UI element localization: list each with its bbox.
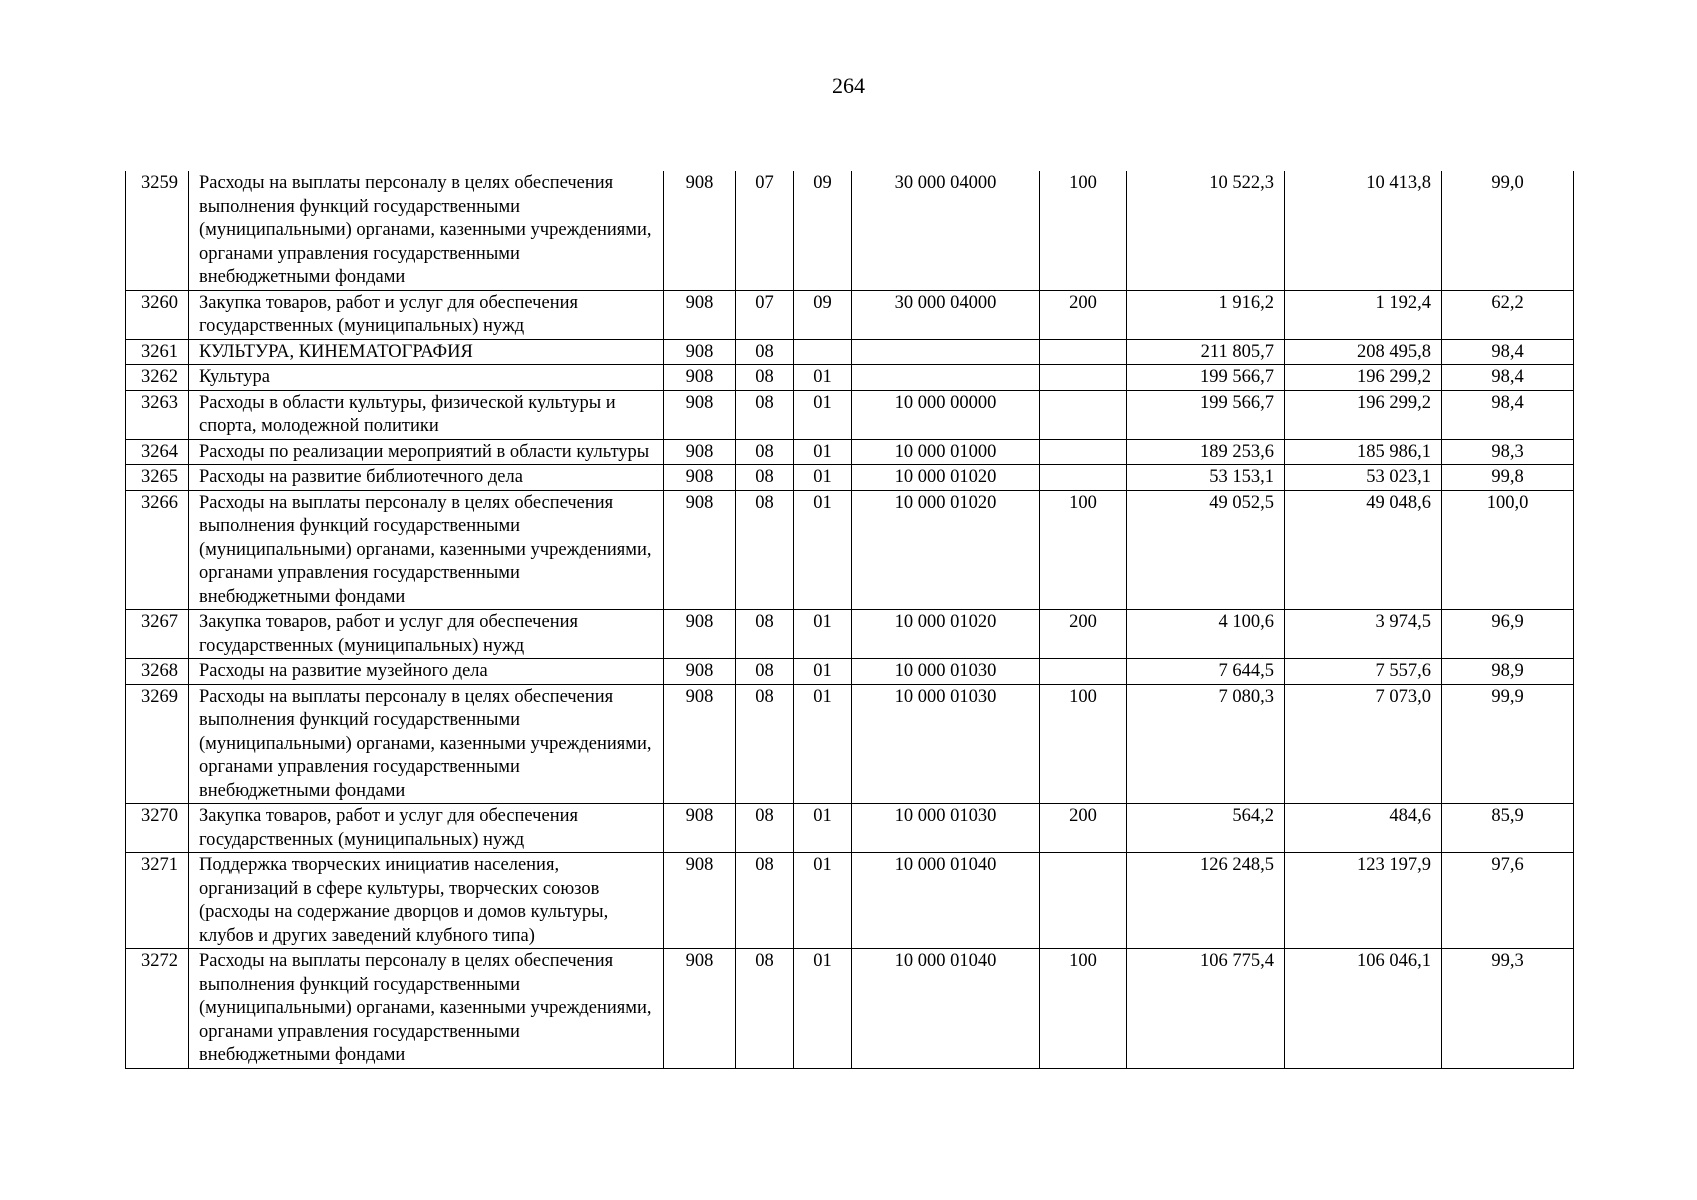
subsection-code-cell: 01 xyxy=(794,390,852,439)
planned-amount-cell: 7 080,3 xyxy=(1127,684,1285,804)
target-article-cell: 10 000 01000 xyxy=(852,439,1040,465)
subsection-code-cell: 01 xyxy=(794,490,852,610)
row-number-cell: 3265 xyxy=(126,465,189,491)
expense-type-cell: 100 xyxy=(1040,684,1127,804)
expense-name-cell: Расходы на выплаты персоналу в целях обеспечения выполнения функций государственными (муниципальными) органами, казенными учреждениями, органами управления государственными внебюджетными фондами xyxy=(189,684,664,804)
department-code-cell: 908 xyxy=(664,804,736,853)
target-article-cell: 10 000 01020 xyxy=(852,490,1040,610)
table-row xyxy=(126,610,1574,659)
execution-percent-cell: 99,0 xyxy=(1442,171,1574,290)
expense-type-cell xyxy=(1040,339,1127,365)
section-code-cell: 08 xyxy=(736,390,794,439)
row-number-cell: 3267 xyxy=(126,610,189,659)
planned-amount-cell: 49 052,5 xyxy=(1127,490,1285,610)
row-number-cell: 3264 xyxy=(126,439,189,465)
expense-type-cell: 100 xyxy=(1040,949,1127,1069)
planned-amount-cell: 126 248,5 xyxy=(1127,853,1285,949)
table-row xyxy=(126,439,1574,465)
execution-percent-cell: 85,9 xyxy=(1442,804,1574,853)
row-number-cell: 3261 xyxy=(126,339,189,365)
expense-name-cell: Расходы на развитие музейного дела xyxy=(189,659,664,685)
actual-amount-cell: 185 986,1 xyxy=(1285,439,1442,465)
actual-amount-cell: 7 073,0 xyxy=(1285,684,1442,804)
target-article-cell: 10 000 01040 xyxy=(852,949,1040,1069)
planned-amount-cell: 564,2 xyxy=(1127,804,1285,853)
department-code-cell: 908 xyxy=(664,171,736,290)
department-code-cell: 908 xyxy=(664,684,736,804)
target-article-cell: 30 000 04000 xyxy=(852,290,1040,339)
planned-amount-cell: 211 805,7 xyxy=(1127,339,1285,365)
department-code-cell: 908 xyxy=(664,390,736,439)
execution-percent-cell: 99,3 xyxy=(1442,949,1574,1069)
section-code-cell: 08 xyxy=(736,610,794,659)
execution-percent-cell: 98,4 xyxy=(1442,365,1574,391)
expense-name-cell: Расходы по реализации мероприятий в области культуры xyxy=(189,439,664,465)
actual-amount-cell: 123 197,9 xyxy=(1285,853,1442,949)
row-number-cell: 3272 xyxy=(126,949,189,1069)
planned-amount-cell: 199 566,7 xyxy=(1127,390,1285,439)
table-row xyxy=(126,853,1574,949)
expense-type-cell: 200 xyxy=(1040,610,1127,659)
target-article-cell: 10 000 01020 xyxy=(852,465,1040,491)
target-article-cell: 10 000 01030 xyxy=(852,804,1040,853)
planned-amount-cell: 53 153,1 xyxy=(1127,465,1285,491)
department-code-cell: 908 xyxy=(664,659,736,685)
table-row xyxy=(126,490,1574,610)
execution-percent-cell: 100,0 xyxy=(1442,490,1574,610)
subsection-code-cell: 01 xyxy=(794,684,852,804)
expense-name-cell: Культура xyxy=(189,365,664,391)
table-row xyxy=(126,465,1574,491)
expense-type-cell xyxy=(1040,390,1127,439)
target-article-cell xyxy=(852,339,1040,365)
execution-percent-cell: 62,2 xyxy=(1442,290,1574,339)
row-number-cell: 3266 xyxy=(126,490,189,610)
target-article-cell: 10 000 01030 xyxy=(852,684,1040,804)
table-row xyxy=(126,659,1574,685)
page-number: 264 xyxy=(832,73,865,98)
section-code-cell: 08 xyxy=(736,949,794,1069)
row-number-cell: 3268 xyxy=(126,659,189,685)
expense-name-cell: Расходы на развитие библиотечного дела xyxy=(189,465,664,491)
planned-amount-cell: 4 100,6 xyxy=(1127,610,1285,659)
planned-amount-cell: 106 775,4 xyxy=(1127,949,1285,1069)
department-code-cell: 908 xyxy=(664,853,736,949)
expense-name-cell: Расходы в области культуры, физической культуры и спорта, молодежной политики xyxy=(189,390,664,439)
actual-amount-cell: 484,6 xyxy=(1285,804,1442,853)
expense-name-cell: Расходы на выплаты персоналу в целях обеспечения выполнения функций государственными (муниципальными) органами, казенными учреждениями, органами управления государственными внебюджетными фондами xyxy=(189,171,664,290)
subsection-code-cell: 09 xyxy=(794,290,852,339)
expense-name-cell: Поддержка творческих инициатив населения, организаций в сфере культуры, творческих союзов (расходы на содержание дворцов и домов культуры, клубов и других заведений клубного типа) xyxy=(189,853,664,949)
actual-amount-cell: 196 299,2 xyxy=(1285,365,1442,391)
actual-amount-cell: 196 299,2 xyxy=(1285,390,1442,439)
expense-type-cell xyxy=(1040,659,1127,685)
target-article-cell: 10 000 00000 xyxy=(852,390,1040,439)
planned-amount-cell: 199 566,7 xyxy=(1127,365,1285,391)
department-code-cell: 908 xyxy=(664,290,736,339)
table-row xyxy=(126,684,1574,804)
expense-type-cell xyxy=(1040,853,1127,949)
expense-name-cell: Закупка товаров, работ и услуг для обеспечения государственных (муниципальных) нужд xyxy=(189,610,664,659)
target-article-cell: 10 000 01030 xyxy=(852,659,1040,685)
department-code-cell: 908 xyxy=(664,339,736,365)
section-code-cell: 08 xyxy=(736,804,794,853)
subsection-code-cell: 01 xyxy=(794,365,852,391)
planned-amount-cell: 7 644,5 xyxy=(1127,659,1285,685)
section-code-cell: 08 xyxy=(736,853,794,949)
planned-amount-cell: 1 916,2 xyxy=(1127,290,1285,339)
table-row xyxy=(126,804,1574,853)
department-code-cell: 908 xyxy=(664,465,736,491)
section-code-cell: 08 xyxy=(736,490,794,610)
section-code-cell: 07 xyxy=(736,171,794,290)
actual-amount-cell: 7 557,6 xyxy=(1285,659,1442,685)
target-article-cell xyxy=(852,365,1040,391)
subsection-code-cell: 01 xyxy=(794,804,852,853)
execution-percent-cell: 98,3 xyxy=(1442,439,1574,465)
subsection-code-cell: 01 xyxy=(794,610,852,659)
subsection-code-cell: 01 xyxy=(794,439,852,465)
budget-table xyxy=(125,171,1574,1069)
expense-name-cell: Расходы на выплаты персоналу в целях обеспечения выполнения функций государственными (муниципальными) органами, казенными учреждениями, органами управления государственными внебюджетными фондами xyxy=(189,949,664,1069)
row-number-cell: 3259 xyxy=(126,171,189,290)
section-code-cell: 08 xyxy=(736,439,794,465)
department-code-cell: 908 xyxy=(664,949,736,1069)
subsection-code-cell: 01 xyxy=(794,659,852,685)
actual-amount-cell: 208 495,8 xyxy=(1285,339,1442,365)
expense-type-cell xyxy=(1040,365,1127,391)
subsection-code-cell: 01 xyxy=(794,949,852,1069)
table-row xyxy=(126,949,1574,1069)
planned-amount-cell: 189 253,6 xyxy=(1127,439,1285,465)
section-code-cell: 08 xyxy=(736,659,794,685)
department-code-cell: 908 xyxy=(664,490,736,610)
section-code-cell: 08 xyxy=(736,684,794,804)
expense-type-cell: 200 xyxy=(1040,290,1127,339)
execution-percent-cell: 99,9 xyxy=(1442,684,1574,804)
actual-amount-cell: 10 413,8 xyxy=(1285,171,1442,290)
expense-name-cell: Расходы на выплаты персоналу в целях обеспечения выполнения функций государственными (муниципальными) органами, казенными учреждениями, органами управления государственными внебюджетными фондами xyxy=(189,490,664,610)
department-code-cell: 908 xyxy=(664,365,736,391)
actual-amount-cell: 3 974,5 xyxy=(1285,610,1442,659)
subsection-code-cell xyxy=(794,339,852,365)
table-row xyxy=(126,365,1574,391)
budget-table-body xyxy=(126,171,1574,1068)
row-number-cell: 3260 xyxy=(126,290,189,339)
row-number-cell: 3263 xyxy=(126,390,189,439)
section-code-cell: 07 xyxy=(736,290,794,339)
target-article-cell: 30 000 04000 xyxy=(852,171,1040,290)
actual-amount-cell: 49 048,6 xyxy=(1285,490,1442,610)
table-row xyxy=(126,339,1574,365)
execution-percent-cell: 97,6 xyxy=(1442,853,1574,949)
execution-percent-cell: 96,9 xyxy=(1442,610,1574,659)
section-code-cell: 08 xyxy=(736,339,794,365)
target-article-cell: 10 000 01040 xyxy=(852,853,1040,949)
target-article-cell: 10 000 01020 xyxy=(852,610,1040,659)
row-number-cell: 3270 xyxy=(126,804,189,853)
section-code-cell: 08 xyxy=(736,465,794,491)
execution-percent-cell: 99,8 xyxy=(1442,465,1574,491)
table-row xyxy=(126,290,1574,339)
expense-type-cell: 100 xyxy=(1040,171,1127,290)
expense-name-cell: КУЛЬТУРА, КИНЕМАТОГРАФИЯ xyxy=(189,339,664,365)
expense-name-cell: Закупка товаров, работ и услуг для обеспечения государственных (муниципальных) нужд xyxy=(189,804,664,853)
expense-type-cell: 100 xyxy=(1040,490,1127,610)
table-row xyxy=(126,390,1574,439)
expense-name-cell: Закупка товаров, работ и услуг для обеспечения государственных (муниципальных) нужд xyxy=(189,290,664,339)
execution-percent-cell: 98,9 xyxy=(1442,659,1574,685)
row-number-cell: 3271 xyxy=(126,853,189,949)
planned-amount-cell: 10 522,3 xyxy=(1127,171,1285,290)
actual-amount-cell: 53 023,1 xyxy=(1285,465,1442,491)
department-code-cell: 908 xyxy=(664,610,736,659)
subsection-code-cell: 01 xyxy=(794,465,852,491)
actual-amount-cell: 106 046,1 xyxy=(1285,949,1442,1069)
subsection-code-cell: 09 xyxy=(794,171,852,290)
row-number-cell: 3262 xyxy=(126,365,189,391)
execution-percent-cell: 98,4 xyxy=(1442,339,1574,365)
expense-type-cell xyxy=(1040,465,1127,491)
subsection-code-cell: 01 xyxy=(794,853,852,949)
expense-type-cell: 200 xyxy=(1040,804,1127,853)
expense-type-cell xyxy=(1040,439,1127,465)
actual-amount-cell: 1 192,4 xyxy=(1285,290,1442,339)
table-row xyxy=(126,171,1574,290)
department-code-cell: 908 xyxy=(664,439,736,465)
execution-percent-cell: 98,4 xyxy=(1442,390,1574,439)
row-number-cell: 3269 xyxy=(126,684,189,804)
section-code-cell: 08 xyxy=(736,365,794,391)
